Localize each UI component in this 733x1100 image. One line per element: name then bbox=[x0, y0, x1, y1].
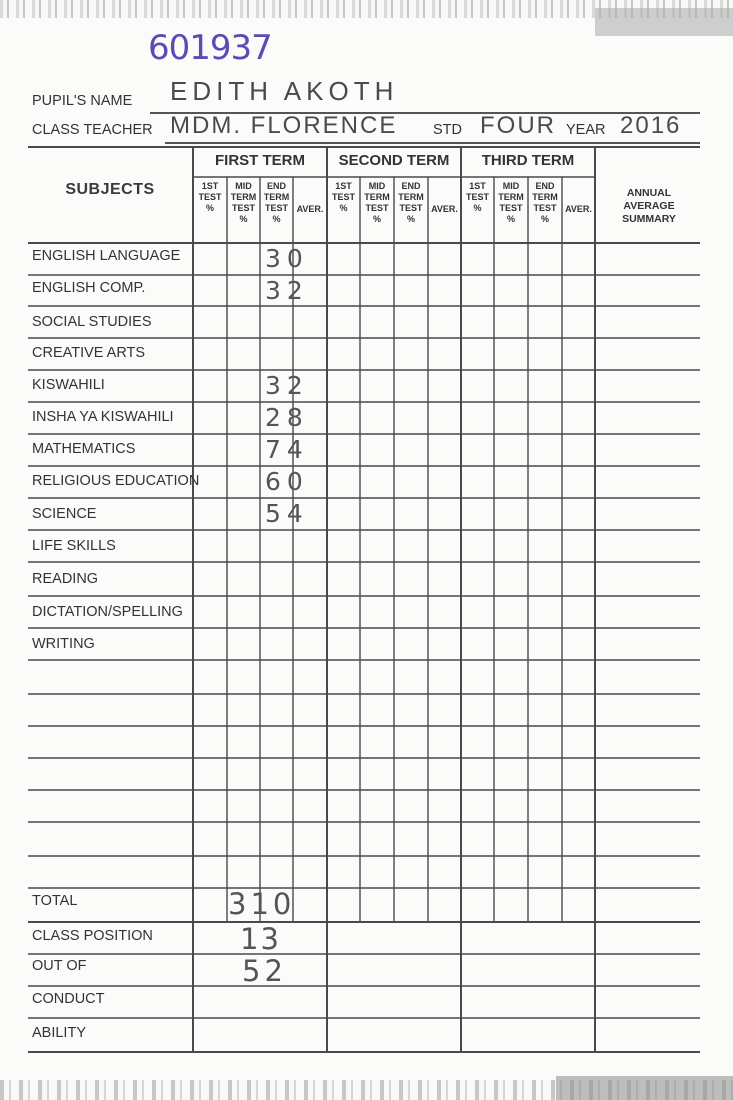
subject-label: READING bbox=[32, 571, 99, 587]
subject-label: ENGLISH LANGUAGE bbox=[32, 248, 181, 264]
mark-science: 54 bbox=[265, 499, 309, 528]
subject-label: SCIENCE bbox=[32, 506, 97, 522]
subject-label: SOCIAL STUDIES bbox=[32, 314, 152, 330]
annual-header-line: SUMMARY bbox=[622, 213, 676, 225]
annual-average-summary-header bbox=[597, 187, 701, 226]
subject-label: ENGLISH COMP. bbox=[32, 280, 146, 296]
admission-number: 601937 bbox=[148, 28, 272, 68]
col-header-text: TEST bbox=[499, 203, 523, 213]
mark-kiswahili: 32 bbox=[265, 371, 309, 400]
col-header-text: TERM bbox=[498, 192, 524, 202]
class-teacher-label: CLASS TEACHER bbox=[32, 122, 153, 138]
col-header-text: TERM bbox=[532, 192, 558, 202]
subject-label: MATHEMATICS bbox=[32, 441, 136, 457]
subject-label: RELIGIOUS EDUCATION bbox=[32, 473, 200, 489]
col-header-mid-term bbox=[494, 181, 528, 225]
col-header-text: TERM bbox=[230, 192, 257, 202]
col-header-text: TEST bbox=[331, 192, 355, 202]
subject-label: CREATIVE ARTS bbox=[32, 345, 146, 361]
mark-english-language: 30 bbox=[265, 244, 309, 273]
col-header-end-term bbox=[394, 181, 428, 225]
col-header-text: TERM bbox=[364, 192, 390, 202]
year-value: 2016 bbox=[620, 112, 682, 139]
col-header-text: % bbox=[540, 214, 549, 224]
col-header-text: 1ST bbox=[335, 181, 352, 191]
pupil-name-label: PUPIL'S NAME bbox=[32, 93, 133, 109]
col-header-text: MID bbox=[235, 181, 252, 191]
col-header-text: 1ST bbox=[469, 181, 486, 191]
col-header-text: TEST bbox=[465, 192, 489, 202]
col-header-text: % bbox=[506, 214, 515, 224]
col-header-text: END bbox=[266, 181, 286, 191]
subject-label: DICTATION/SPELLING bbox=[32, 604, 183, 620]
class-teacher-value: MDM. FLORENCE bbox=[170, 112, 398, 139]
col-header-text: TERM bbox=[398, 192, 424, 202]
col-header-text: TERM bbox=[263, 192, 290, 202]
std-value: FOUR bbox=[480, 112, 556, 139]
col-header-text: % bbox=[372, 214, 381, 224]
subject-label: KISWAHILI bbox=[32, 377, 105, 393]
col-header-average: AVER. bbox=[565, 204, 592, 214]
col-header-mid-term bbox=[227, 181, 260, 225]
mark-insha-ya-kiswahili: 28 bbox=[265, 403, 309, 432]
term-header-first: FIRST TERM bbox=[215, 152, 305, 169]
term-header-second: SECOND TERM bbox=[338, 152, 450, 169]
mark-mathematics: 74 bbox=[265, 435, 309, 464]
pupil-name-value: EDITH AKOTH bbox=[170, 76, 399, 106]
col-header-text: 1ST bbox=[201, 181, 219, 191]
col-header-text: TEST bbox=[198, 192, 222, 202]
col-header-average: AVER. bbox=[296, 204, 324, 214]
col-header-1st-test bbox=[461, 181, 494, 214]
year-label: YEAR bbox=[566, 122, 606, 138]
col-header-text: % bbox=[473, 203, 482, 213]
ability-label: ABILITY bbox=[32, 1025, 86, 1041]
std-label: STD bbox=[433, 122, 462, 138]
subjects-header: SUBJECTS bbox=[65, 181, 155, 198]
mark-english-comp: 32 bbox=[265, 276, 309, 305]
col-header-text: TEST bbox=[365, 203, 389, 213]
class-position-label: CLASS POSITION bbox=[32, 928, 153, 944]
col-header-end-term bbox=[528, 181, 562, 225]
subject-label: INSHA YA KISWAHILI bbox=[32, 409, 174, 425]
total-label: TOTAL bbox=[32, 893, 78, 909]
col-header-text: % bbox=[205, 203, 214, 213]
col-header-text: TEST bbox=[264, 203, 288, 213]
class-position-value: 13 bbox=[240, 922, 281, 956]
col-header-1st-test bbox=[193, 181, 227, 214]
out-of-value: 52 bbox=[242, 954, 287, 988]
col-header-text: MID bbox=[502, 181, 520, 191]
col-header-text: % bbox=[239, 214, 248, 224]
col-header-text: END bbox=[535, 181, 555, 191]
conduct-label: CONDUCT bbox=[32, 991, 105, 1007]
col-header-text: % bbox=[272, 214, 281, 224]
scan-smudge-bottom bbox=[556, 1076, 733, 1100]
col-header-text: MID bbox=[368, 181, 386, 191]
col-header-text: % bbox=[406, 214, 415, 224]
col-header-text: TEST bbox=[533, 203, 557, 213]
term-header-third: THIRD TERM bbox=[481, 152, 575, 169]
col-header-average: AVER. bbox=[431, 204, 458, 214]
col-header-text: TEST bbox=[399, 203, 423, 213]
col-header-mid-term bbox=[360, 181, 394, 225]
col-header-text: % bbox=[339, 203, 348, 213]
annual-header-line: AVERAGE bbox=[623, 200, 675, 212]
subject-label: LIFE SKILLS bbox=[32, 538, 116, 554]
total-first-term: 310 bbox=[228, 887, 296, 921]
out-of-label: OUT OF bbox=[32, 958, 87, 974]
col-header-1st-test bbox=[327, 181, 360, 214]
subject-label: WRITING bbox=[32, 636, 95, 652]
annual-header-line: ANNUAL bbox=[626, 187, 672, 199]
mark-religious-education: 60 bbox=[265, 467, 309, 496]
col-header-text: TEST bbox=[231, 203, 255, 213]
col-header-end-term bbox=[260, 181, 293, 225]
col-header-text: END bbox=[401, 181, 421, 191]
